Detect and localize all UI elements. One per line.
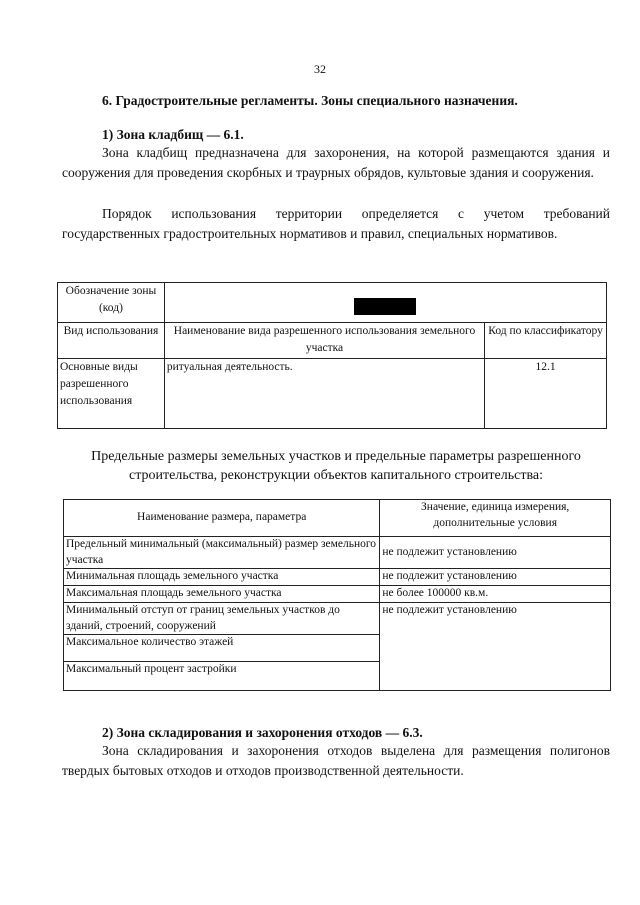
row-usage-type: Основные виды разрешенного использования: [58, 359, 165, 429]
zone2-heading: 2) Зона складирования и захоронения отходов — 6.3.: [102, 725, 423, 740]
row-usage-name: ритуальная деятельность.: [164, 359, 484, 429]
zone1-paragraph-1: Зона кладбищ предназначена для захоронения, на которой размещаются здания и сооружения для проведения скорбных и траурных обрядов, культовые здания и сооружения.: [62, 145, 610, 180]
col-header-value: Значение, единица измерения, дополнительные условия: [380, 500, 611, 537]
limits-table: [63, 499, 611, 691]
page-number: 32: [314, 62, 326, 76]
zone1-usage-table: [57, 282, 607, 429]
zone2-paragraph-1: Зона складирования и захоронения отходов выделена для размещения полигонов твердых бытовых отходов и отходов производственной деятельности.: [62, 743, 610, 778]
table-row-param: Максимальное количество этажей: [64, 635, 380, 662]
table-row-value: не подлежит установлению: [380, 537, 611, 569]
col-header-name: Наименование вида разрешенного использования земельного участка: [164, 323, 484, 359]
zone1-paragraph-2: Порядок использования территории определяется с учетом требований государственных градостроительных нормативов и правил, специальных нормативов.: [62, 206, 610, 241]
table-row-param: Минимальный отступ от границ земельных участков до зданий, строений, сооружений: [64, 603, 380, 635]
table-row-value: не подлежит установлению: [380, 603, 611, 691]
col-header-param: Наименование размера, параметра: [64, 500, 380, 537]
table-row-param: Минимальная площадь земельного участка: [64, 569, 380, 586]
row-usage-code: 12.1: [485, 359, 607, 429]
col-header-code: Код по классификатору: [485, 323, 607, 359]
section-heading: 6. Градостроительные регламенты. Зоны специального назначения.: [102, 93, 518, 108]
table-row-value: не более 100000 кв.м.: [380, 586, 611, 603]
zone1-heading: 1) Зона кладбищ — 6.1.: [102, 127, 244, 142]
table-row-param: Максимальный процент застройки: [64, 662, 380, 691]
zone-code-label: Обозначение зоны (код): [58, 283, 165, 323]
limits-title: Предельные размеры земельных участков и предельные параметры разрешенного строительства, реконструкции объектов капитального строительства:: [91, 449, 581, 483]
zone-code-value: [164, 283, 606, 323]
table-row-param: Максимальная площадь земельного участка: [64, 586, 380, 603]
table-row-param: Предельный минимальный (максимальный) размер земельного участка: [64, 537, 380, 569]
table-row-value: не подлежит установлению: [380, 569, 611, 586]
col-header-type: Вид использования: [58, 323, 165, 359]
redaction-block: [354, 298, 416, 315]
